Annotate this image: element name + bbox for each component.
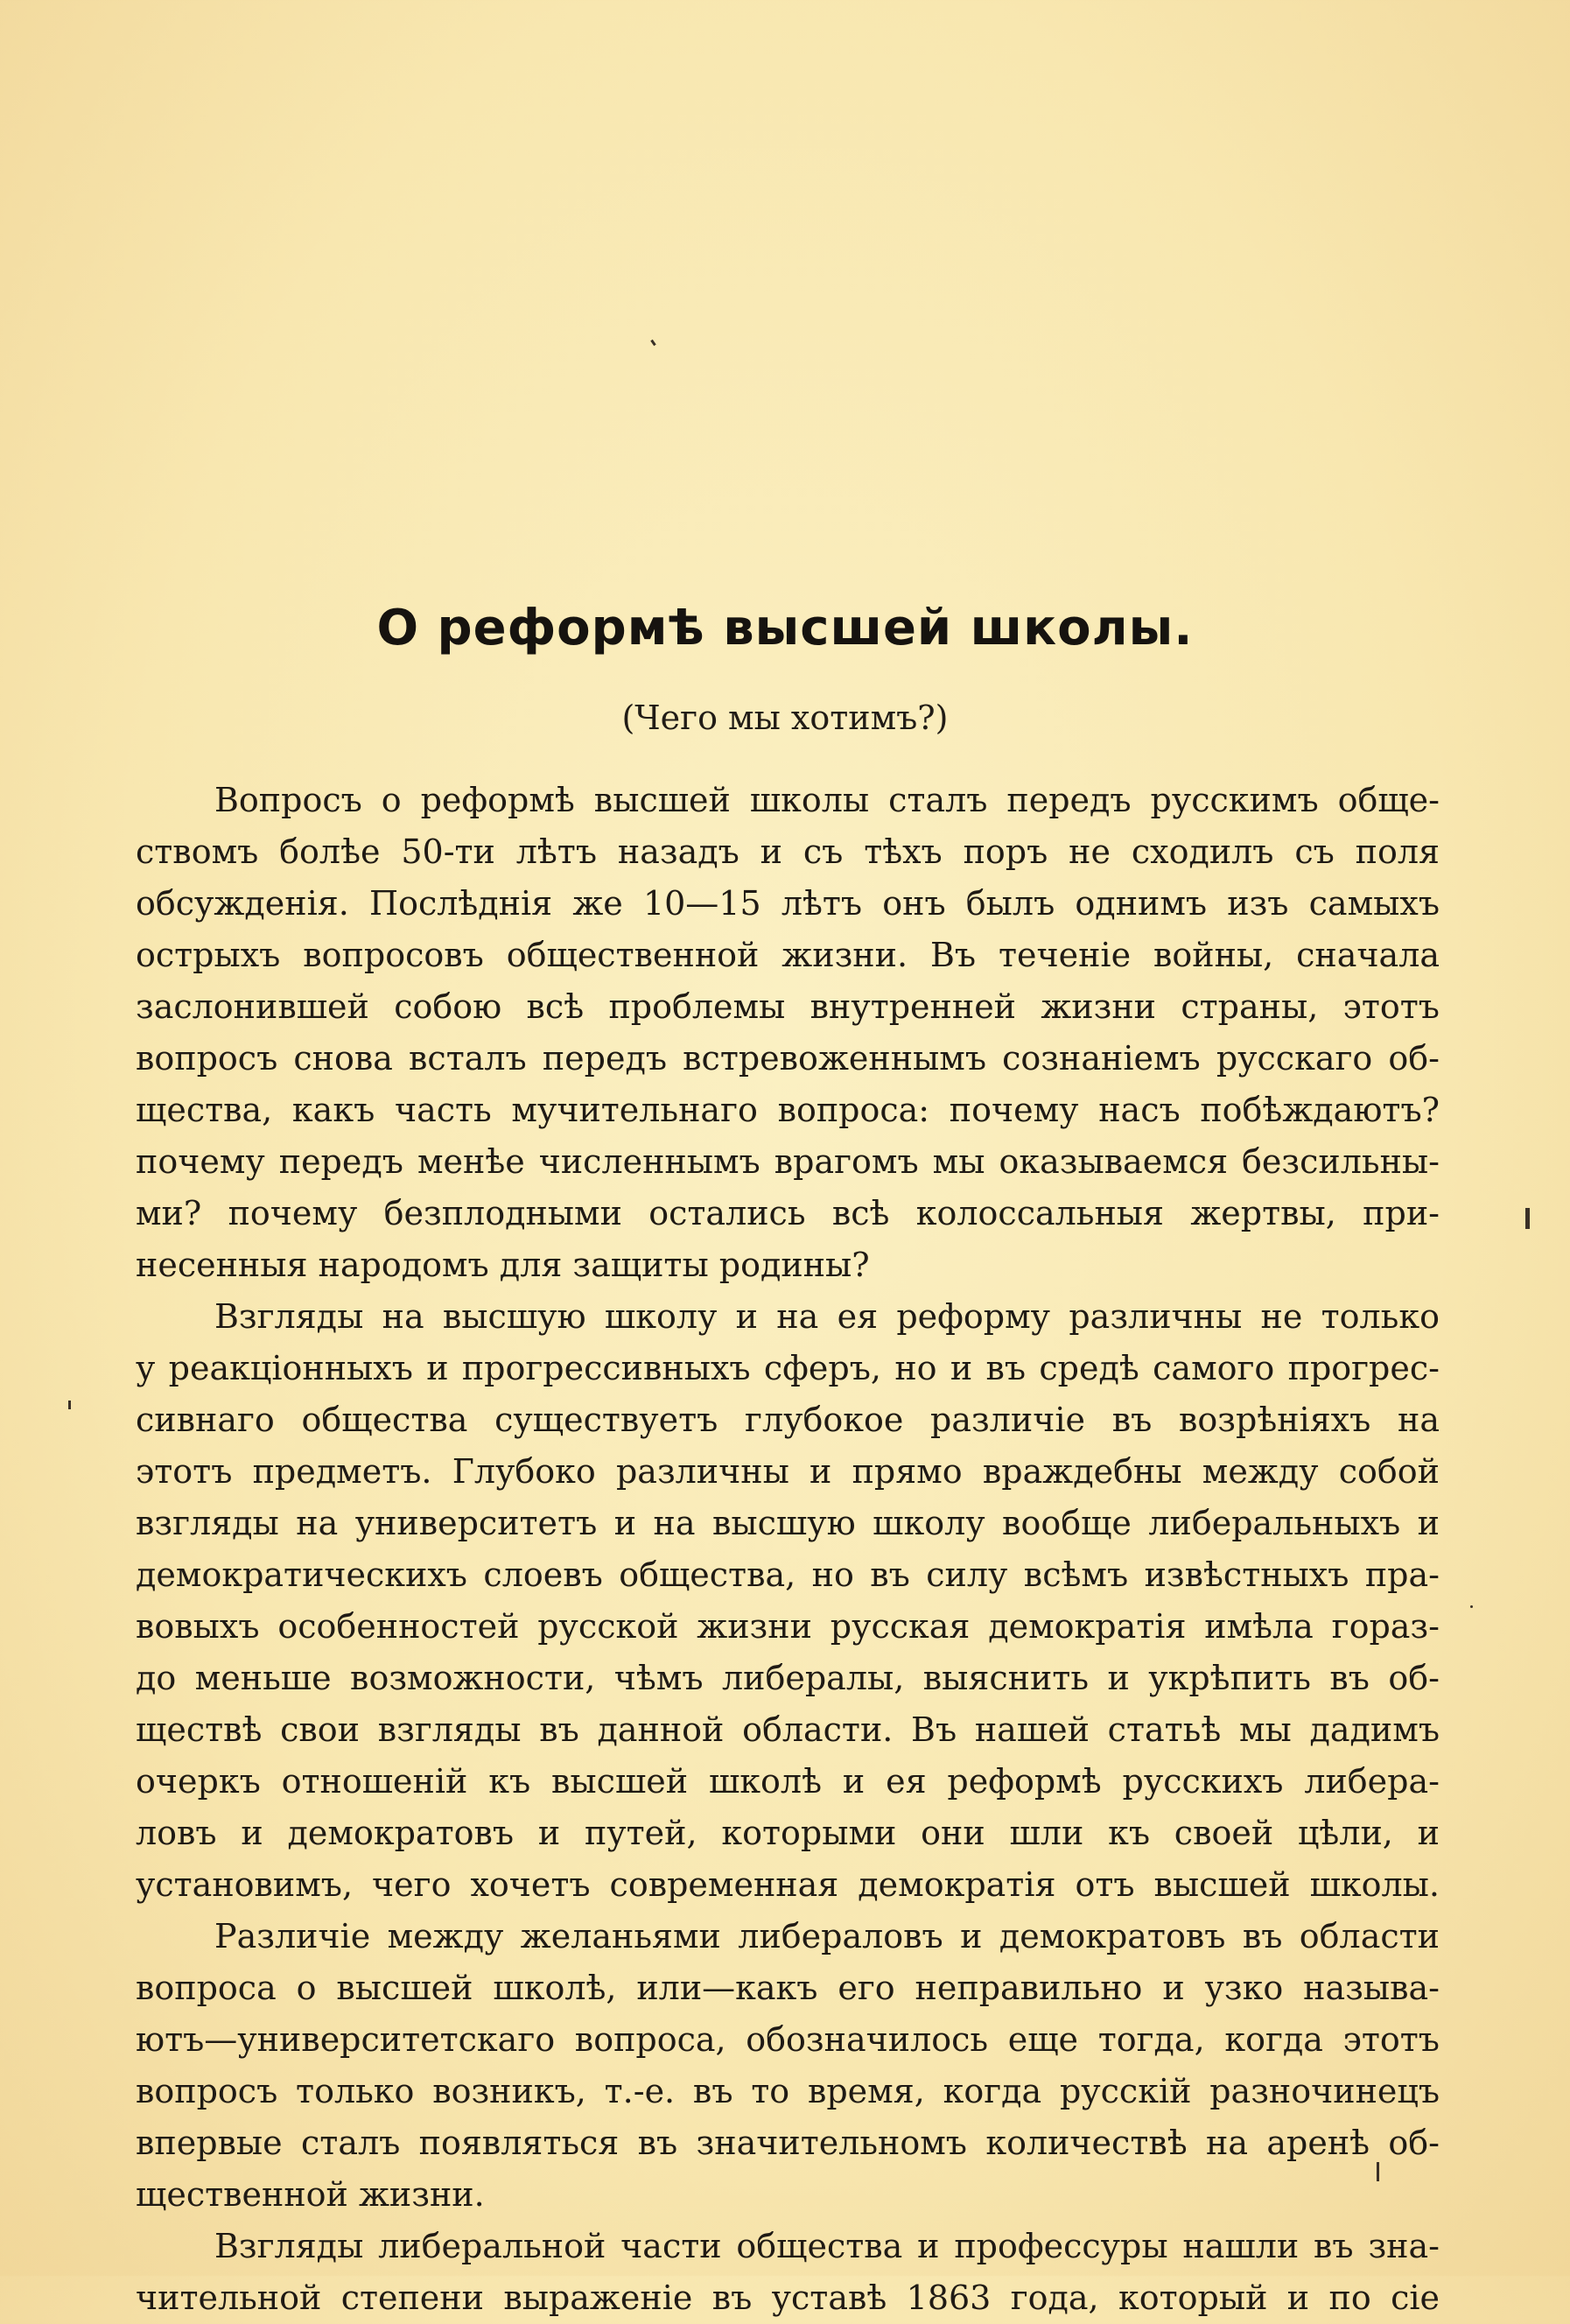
text-line: ютъ—университетскаго вопроса, обозначилось еще тогда, когда этотъ xyxy=(136,2020,1440,2059)
text-line: ми? почему безплодными остались всѣ колоссальныя жертвы, при- xyxy=(136,1194,1440,1232)
scan-speck xyxy=(1525,1208,1530,1229)
text-line: взгляды на университетъ и на высшую школу вообще либеральныхъ и xyxy=(136,1504,1440,1542)
paragraph-4 xyxy=(136,2221,1440,2324)
text-line: вовыхъ особенностей русской жизни русская демократія имѣла гораз- xyxy=(136,1607,1440,1646)
text-line: вопросъ снова всталъ передъ встревоженнымъ сознаніемъ русскаго об- xyxy=(136,1039,1440,1078)
scan-speck xyxy=(1377,2162,1379,2181)
text-line: до меньше возможности, чѣмъ либералы, выяснить и укрѣпить въ об- xyxy=(136,1659,1440,1697)
text-line: вопроса о высшей школѣ, или—какъ его неправильно и узко называ- xyxy=(136,1969,1440,2007)
paragraph-1 xyxy=(136,775,1440,1291)
text-line: чительной степени выраженіе въ уставѣ 1863 года, который и по сіе xyxy=(136,2278,1440,2317)
text-line: ствомъ болѣе 50-ти лѣтъ назадъ и съ тѣхъ поръ не сходилъ съ поля xyxy=(136,832,1440,871)
article-title: О реформѣ высшей школы. xyxy=(376,600,1194,656)
text-line: ловъ и демократовъ и путей, которыми они шли къ своей цѣли, и xyxy=(136,1814,1440,1852)
text-line: сивнаго общества существуетъ глубокое различіе въ возрѣніяхъ на xyxy=(136,1401,1440,1439)
scan-speck xyxy=(68,1401,71,1409)
text-line: Взгляды на высшую школу и на ея реформу различны не только xyxy=(214,1297,1440,1336)
text-line: Различіе между желаньями либераловъ и демократовъ въ области xyxy=(214,1917,1440,1955)
paragraph-3 xyxy=(136,1911,1440,2221)
text-line: установимъ, чего хочетъ современная демократія отъ высшей школы. xyxy=(136,1865,1440,1904)
text-line: этотъ предметъ. Глубоко различны и прямо враждебны между собой xyxy=(136,1452,1440,1491)
scan-speck xyxy=(650,340,655,346)
text-line: щества, какъ часть мучительнаго вопроса: почему насъ побѣждаютъ? xyxy=(136,1091,1440,1129)
scan-speck xyxy=(1470,1605,1473,1608)
text-line: Вопросъ о реформѣ высшей школы сталъ передъ русскимъ обще- xyxy=(214,781,1440,819)
text-line: ществѣ свои взгляды въ данной области. Въ нашей статьѣ мы дадимъ xyxy=(136,1710,1440,1749)
text-line: обсужденія. Послѣднія же 10—15 лѣтъ онъ былъ однимъ изъ самыхъ xyxy=(136,884,1440,923)
text-line: очеркъ отношеній къ высшей школѣ и ея реформѣ русскихъ либера- xyxy=(136,1762,1440,1801)
text-line: острыхъ вопросовъ общественной жизни. Въ теченіе войны, сначала xyxy=(136,936,1440,974)
text-line: заслонившей собою всѣ проблемы внутренней жизни страны, этотъ xyxy=(136,987,1440,1026)
text-line: впервые сталъ появляться въ значительномъ количествѣ на аренѣ об- xyxy=(136,2124,1440,2162)
article-body xyxy=(136,775,1440,2324)
text-line: Взгляды либеральной части общества и профессуры нашли въ зна- xyxy=(214,2227,1440,2265)
article-subtitle: (Чего мы хотимъ?) xyxy=(621,699,949,737)
text-line: несенныя народомъ для защиты родины? xyxy=(136,1246,870,1284)
paragraph-2 xyxy=(136,1291,1440,1911)
text-line: демократическихъ слоевъ общества, но въ силу всѣмъ извѣстныхъ пра- xyxy=(136,1555,1440,1594)
text-line: вопросъ только возникъ, т.-е. въ то время, когда русскій разночинецъ xyxy=(136,2072,1440,2110)
text-line: у реакціонныхъ и прогрессивныхъ сферъ, но и въ средѣ самого прогрес- xyxy=(136,1349,1440,1387)
text-line: почему передъ менѣе численнымъ врагомъ мы оказываемся безсильны- xyxy=(136,1142,1440,1181)
text-line: щественной жизни. xyxy=(136,2175,485,2214)
